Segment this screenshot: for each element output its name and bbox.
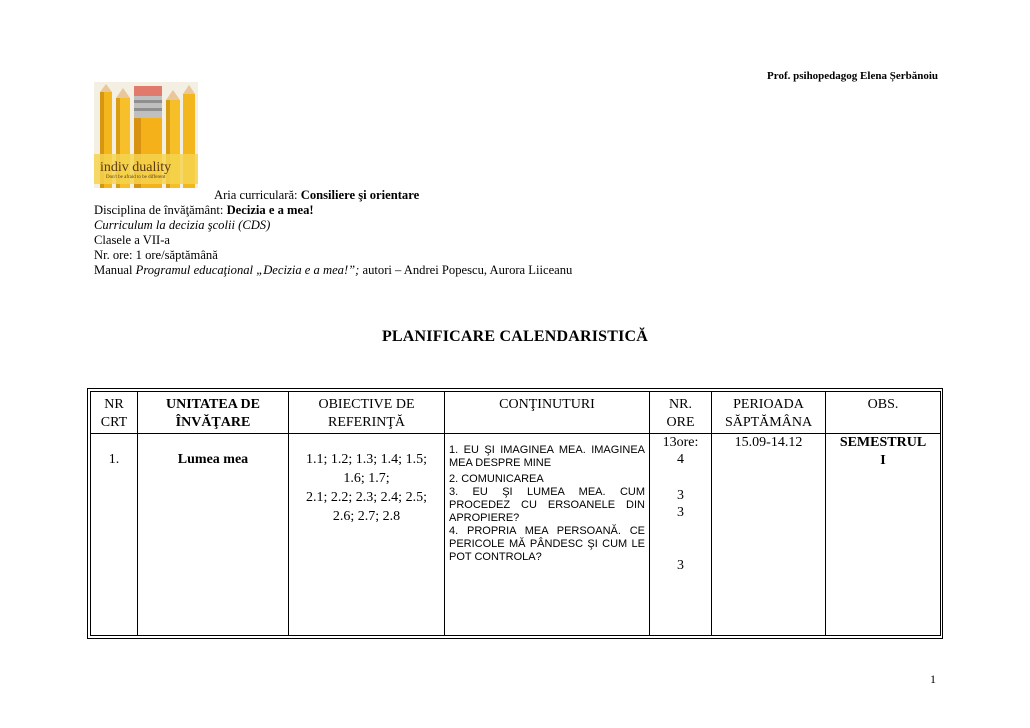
curricular-area-label: Aria curriculară: [214,188,301,202]
weekly-hours: Nr. ore: 1 ore/săptămână [94,248,218,262]
discipline-value: Decizia e a mea! [226,203,314,217]
header-unit: UNITATEA DE ÎNVĂŢARE [138,392,289,434]
discipline-label: Disciplina de învăţământ: [94,203,227,217]
cell-unit: Lumea mea [138,434,289,636]
planning-table [87,388,943,639]
content-item: 2. COMUNICAREA [449,473,544,485]
logo-tagline: Don't be afraid to be different [106,175,166,180]
classes: Clasele a VII-a [94,233,170,247]
content-item: 3. EU ŞI LUMEA MEA. CUM PROCEDEZ CU ERSOANELE DIN APROPIERE? [449,486,645,524]
curricular-area-value: Consiliere şi orientare [300,188,420,202]
curricular-area [94,188,572,203]
header-nr: NR CRT [91,392,138,434]
page-number: 1 [930,672,936,686]
cell-contents [445,434,650,636]
document-title: PLANIFICARE CALENDARISTICĂ [381,328,649,345]
header-objectives: OBIECTIVE DE REFERINŢĂ [289,392,445,434]
header-contents: CONŢINUTURI [445,392,650,434]
logo-image [94,82,198,188]
table-header-row [91,392,941,434]
header-obs: OBS. [826,392,941,434]
manual [94,263,572,278]
manual-authors: autori – Andrei Popescu, Aurora Liiceanu [362,263,573,277]
manual-title: Programul educaţional „Decizia e a mea!”; [135,263,363,277]
course-info [94,188,572,278]
cell-objectives: 1.1; 1.2; 1.3; 1.4; 1.5; 1.6; 1.7; 2.1; 2.2; 2.3; 2.4; 2.5; 2.6; 2.7; 2.8 [289,434,445,636]
table-row [91,434,941,636]
discipline [94,203,572,218]
curriculum-type: Curriculum la decizia şcolii (CDS) [94,218,271,232]
content-item: 4. PROPRIA MEA PERSOANĂ. CE PERICOLE MĂ PÂNDESC ŞI CUM LE POT CONTROLA? [449,525,645,563]
header-period: PERIOADA SĂPTĂMÂNA [712,392,826,434]
cell-nr: 1. [91,434,138,636]
author-name: Prof. psihopedagog Elena Șerbănoiu [767,70,938,82]
content-item: 1. EU ŞI IMAGINEA MEA. IMAGINEA MEA DESPRE MINE [449,444,645,469]
cell-obs: SEMESTRUL I [826,434,941,636]
header-hours: NR. ORE [650,392,712,434]
logo-brand-text: indiv duality [100,160,172,175]
manual-label: Manual [94,263,136,277]
cell-hours: 13ore: 4 3 3 3 [650,434,712,636]
cell-period: 15.09-14.12 [712,434,826,636]
